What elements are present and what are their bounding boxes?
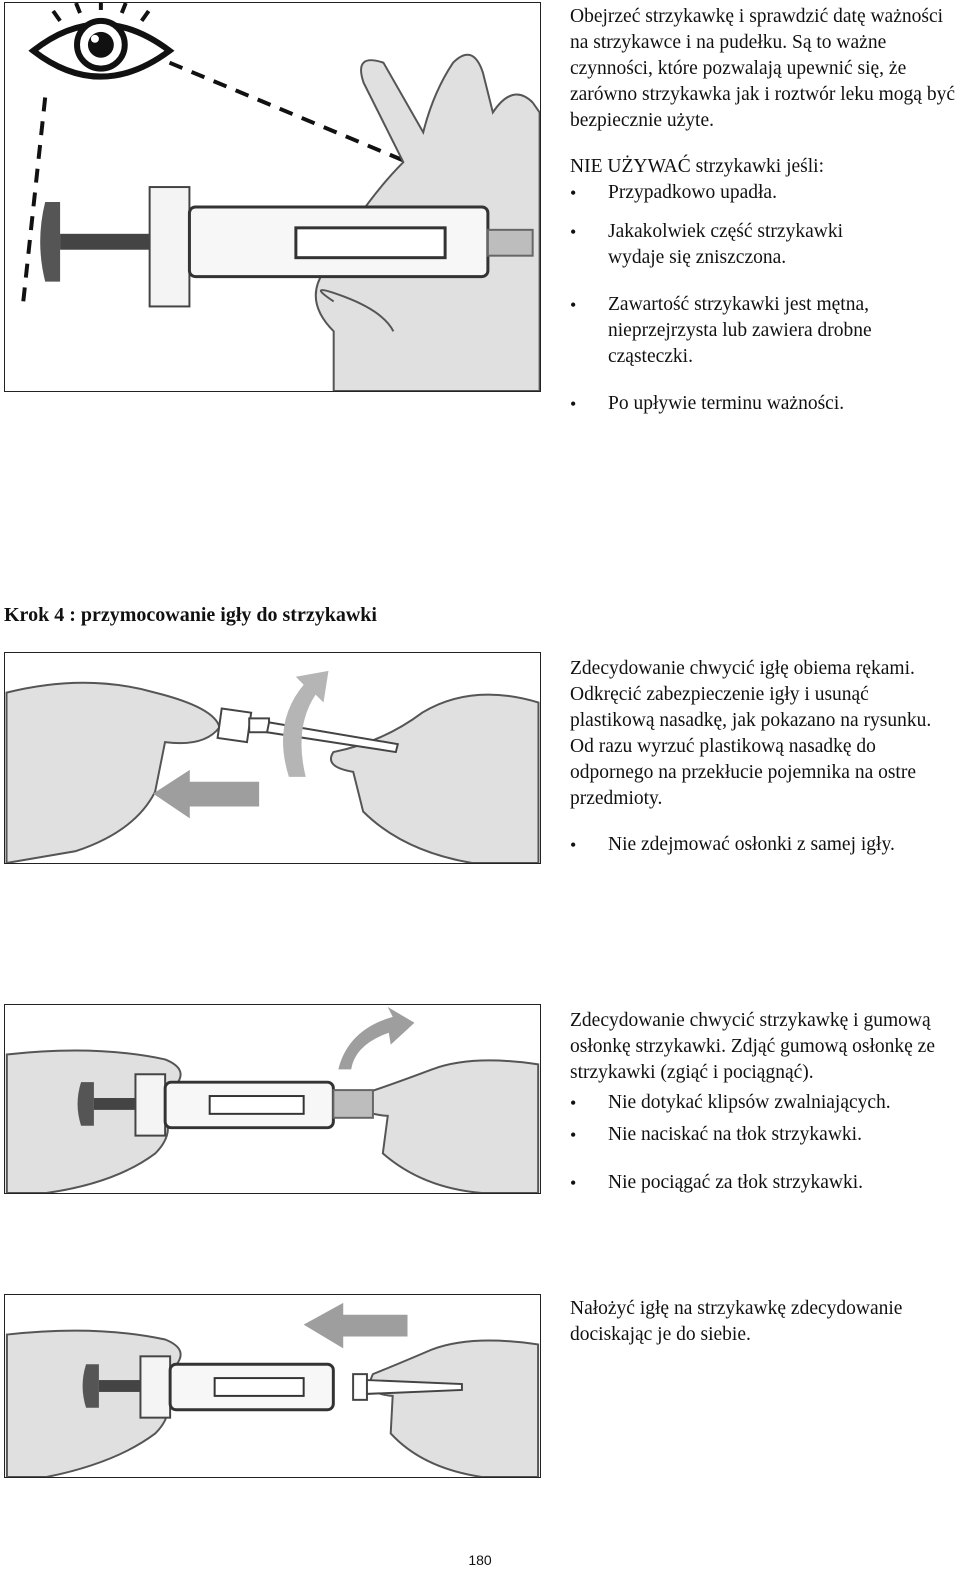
page-number: 180 [468,1552,492,1568]
section3-text [570,1008,955,1196]
needle-warning-list [570,832,955,858]
list-item: • Nie naciskać na tłok strzykawki. [570,1122,955,1148]
needle-illustration [218,709,398,753]
section4-text [570,1296,955,1348]
attach-needle-instruction: Nałożyć igłę na strzykawkę zdecydowanie dociskając je do siebie. [570,1298,903,1345]
arrow-left-icon [153,770,259,819]
figure-attach-needle [4,1294,541,1478]
inspect-instruction: Obejrzeć strzykawkę i sprawdzić datę ważności na strzykawce i na pudełku. Są to ważne czynności, które pozwalają upewnić się, że zarówno strzykawka jak i roztwór leku mogą być bezpiecznie użyte. [570,6,955,131]
curved-arrow-icon [338,1007,414,1069]
do-not-use-heading: NIE UŻYWAĆ strzykawki jeśli: [570,156,824,177]
hand-illustration [7,683,539,863]
arrow-left-icon [304,1303,408,1349]
list-item: • Nie dotykać klipsów zwalniających. [570,1090,955,1116]
figure-inspect-syringe [4,2,541,392]
section2-text [570,656,955,858]
list-item: • Nie pociągać za tłok strzykawki. [570,1170,955,1196]
do-not-use-list [570,180,955,417]
sightline [23,98,45,302]
figure-remove-needle-cap [4,652,541,864]
rotate-arrow-icon [283,671,328,777]
section1-text [570,4,955,417]
list-item: • Zawartość strzykawki jest mętna, nieprzejrzysta lub zawiera drobne cząsteczki. [570,292,955,370]
figure-remove-rubber-cap [4,1004,541,1194]
list-item: • Po upływie terminu ważności. [570,391,955,417]
list-item: • Jakakolwiek część strzykawki wydaje się zniszczona. [570,219,955,271]
list-item: • Przypadkowo upadła. [570,180,955,206]
eye-icon [33,3,169,77]
grip-needle-instruction: Zdecydowanie chwycić igłę obiema rękami. Odkręcić zabezpieczenie igły i usunąć plastikową nasadkę, jak pokazano na rysunku. [570,658,932,731]
list-item: • Nie zdejmować osłonki z samej igły. [570,832,955,858]
grip-syringe-instruction: Zdecydowanie chwycić strzykawkę i gumową osłonkę strzykawki. Zdjąć gumową osłonkę ze strzykawki (zgiąć i pociągnąć). [570,1010,935,1083]
step-heading: Krok 4 : przymocowanie igły do strzykawki [4,604,377,626]
dispose-cap-instruction: Od razu wyrzuć plastikową nasadkę do odpornego na przekłucie pojemnika na ostre przedmioty. [570,736,917,809]
syringe-warning-list [570,1090,955,1196]
